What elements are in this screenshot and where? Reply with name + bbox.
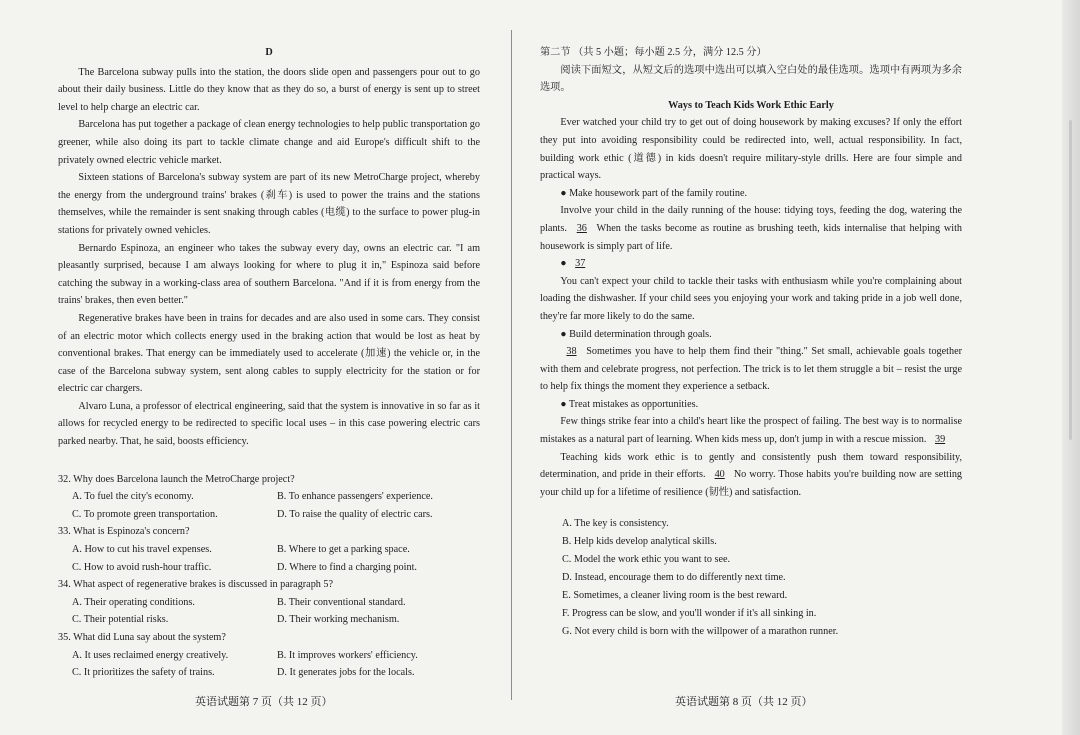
- page-footer: 英语试题第 7 页（共 12 页）: [195, 696, 333, 708]
- article-paragraph: [540, 202, 962, 255]
- paragraph-text: Involve your child in the daily running of the house: tidying toys, feeding the dog, watering the plants.: [540, 205, 962, 234]
- bullet-heading: [540, 255, 962, 273]
- passage-title: D: [265, 47, 273, 58]
- option-c: C. How to avoid rush-hour traffic.: [72, 561, 212, 573]
- choice-e: E. Sometimes, a cleaner living room is the best reward.: [562, 590, 788, 602]
- option-c: C. It prioritizes the safety of trains.: [72, 667, 215, 679]
- question-32: [58, 471, 480, 524]
- question-34: [58, 576, 480, 629]
- blank-36: 36: [576, 222, 587, 234]
- choice-b: B. Help kids develop analytical skills.: [562, 536, 717, 548]
- blank-39: 39: [934, 434, 946, 446]
- question-stem: 34. What aspect of regenerative brakes is discussed in paragraph 5?: [58, 579, 334, 591]
- bullet-heading: ● Make housework part of the family routine.: [560, 187, 748, 199]
- paragraph-text: When the tasks become as routine as brushing teeth, kids internalise that helping with housework is simply part of life.: [540, 222, 962, 252]
- article-paragraph: [540, 413, 962, 448]
- choice-c: C. Model the work ethic you want to see.: [562, 554, 731, 566]
- section-header: 第二节 （共 5 小题；每小题 2.5 分，满分 12.5 分）: [540, 47, 767, 58]
- page-footer: 英语试题第 8 页（共 12 页）: [675, 696, 813, 708]
- bullet-heading: ● Treat mistakes as opportunities.: [560, 398, 699, 410]
- option-c: C. To promote green transportation.: [72, 508, 218, 520]
- option-d: D. To raise the quality of electric cars.: [277, 508, 433, 520]
- passage-paragraph: Sixteen stations of Barcelona's subway system are part of its new MetroCharge project, whereby the energy from the underground trains' brakes (刹车) is used to power the trains and the stations themselves, while the remainder is sent snaking through cables (电缆) to the surface to power plug-in stations for privately owned vehicles.: [58, 172, 480, 236]
- article-paragraph: [540, 449, 962, 502]
- question-stem: 32. Why does Barcelona launch the MetroCharge project?: [58, 473, 295, 485]
- option-d: D. It generates jobs for the locals.: [277, 667, 415, 679]
- question-options: [58, 541, 480, 576]
- section-instructions: 阅读下面短文，从短文后的选项中选出可以填入空白处的最佳选项。选项中有两项为多余选项。: [540, 64, 962, 94]
- article-paragraph: You can't expect your child to tackle their tasks with enthusiasm while you're complaining about loading the dishwasher. If your child sees you enjoying your work and taking pride in a job well done, they're far more likely to do the same.: [540, 275, 962, 322]
- page-8: [540, 44, 962, 641]
- blank-40: 40: [714, 469, 725, 481]
- question-options: [58, 488, 480, 523]
- choice-f: F. Progress can be slow, and you'll wonder if it's all sinking in.: [562, 608, 817, 620]
- paragraph-text: Teaching kids work ethic is to gently and consistently push them toward responsibility, determination, and pride in their efforts.: [540, 451, 962, 481]
- paragraph-text: Sometimes you have to help them find their "thing." Set small, achievable goals together with them and celebrate progress, not perfection. The trick is to let them struggle a bit – resist the urge to help fix things the moment they experience a setback.: [540, 346, 963, 393]
- passage-paragraph: Barcelona has put together a package of clean energy technologies to help public transportation go greener, while also doing its part to tackle climate change and aid Europe's difficult shift to the privately owned electric vehicle market.: [58, 119, 480, 166]
- answer-choices: [540, 515, 962, 641]
- option-a: A. Their operating conditions.: [72, 596, 195, 608]
- passage-paragraph: Bernardo Espinoza, an engineer who takes the subway every day, owns an electric car. "I am pleasantly surprised, because I am always looking for where to plug it in," Espinoza said before catching the subway in a working-class area of southern Barcelona. "And if it is from energy from the trains' brakes, then even better.": [58, 242, 480, 307]
- option-b: B. To enhance passengers' experience.: [277, 491, 433, 503]
- bullet-icon: ●: [560, 258, 567, 270]
- passage-paragraph: The Barcelona subway pulls into the station, the doors slide open and passengers pour out to go about their daily business. Little do they know that as they do so, a burst of energy is sent up to street level to help charge an electric car.: [58, 66, 480, 113]
- question-options: [58, 594, 480, 629]
- option-a: A. To fuel the city's economy.: [72, 491, 194, 503]
- choice-g: G. Not every child is born with the willpower of a marathon runner.: [562, 626, 839, 638]
- paragraph-text: Few things strike fear into a child's heart like the prospect of failing. The best way is to normalise mistakes as a natural part of learning. When kids mess up, don't jump in with a rescue mission.: [540, 416, 962, 446]
- passage-paragraph: Regenerative brakes have been in trains for decades and are also used in some cars. They consist of an electric motor which collects energy used in the braking action that would be lost as heat by conventional brakes. That energy can be immediately used to accelerate (加速) the vehicle or, in the case of the Barcelona subway system, sent along cables to supply electricity for the station or for electric car chargers.: [58, 312, 480, 395]
- choice-a: A. The key is consistency.: [562, 518, 669, 530]
- blank-38: 38: [566, 346, 577, 358]
- article-intro: Ever watched your child try to get out of doing housework by making excuses? If only the effort they put into avoiding responsibility could be redirected into, well, actual responsibility. In fact, building work ethic (道德) in kids doesn't require military-style drills. Here are four simple and practical ways.: [540, 117, 962, 182]
- article-paragraph: [540, 343, 962, 396]
- option-a: A. It uses reclaimed energy creatively.: [72, 649, 229, 661]
- question-stem: 33. What is Espinoza's concern?: [58, 526, 190, 538]
- question-35: [58, 629, 480, 682]
- option-d: D. Their working mechanism.: [277, 614, 400, 626]
- question-stem: 35. What did Luna say about the system?: [58, 632, 226, 643]
- option-a: A. How to cut his travel expenses.: [72, 544, 212, 556]
- scrollbar[interactable]: [1069, 120, 1072, 440]
- passage-paragraph: Alvaro Luna, a professor of electrical engineering, said that the system is innovative in so far as it allows for recycled energy to be redirected to specific local uses – in this case powering electric cars parked nearby. That, he said, boosts efficiency.: [58, 400, 480, 448]
- article-title: Ways to Teach Kids Work Ethic Early: [668, 99, 834, 111]
- blank-37: 37: [575, 258, 586, 270]
- bullet-heading: ● Build determination through goals.: [560, 328, 712, 340]
- option-b: B. Their conventional standard.: [277, 596, 406, 608]
- option-c: C. Their potential risks.: [72, 614, 169, 626]
- choice-d: D. Instead, encourage them to do differently next time.: [562, 572, 786, 584]
- option-b: B. It improves workers' efficiency.: [277, 649, 418, 661]
- option-d: D. Where to find a charging point.: [277, 561, 417, 573]
- question-options: [58, 647, 480, 682]
- page-7: [58, 44, 480, 682]
- option-b: B. Where to get a parking space.: [277, 544, 410, 556]
- question-33: [58, 523, 480, 576]
- paragraph-text: No worry. Those habits you're building now are setting your child up for a lifetime of resilience (韧性) and satisfaction.: [540, 469, 963, 498]
- page-divider: [511, 30, 512, 700]
